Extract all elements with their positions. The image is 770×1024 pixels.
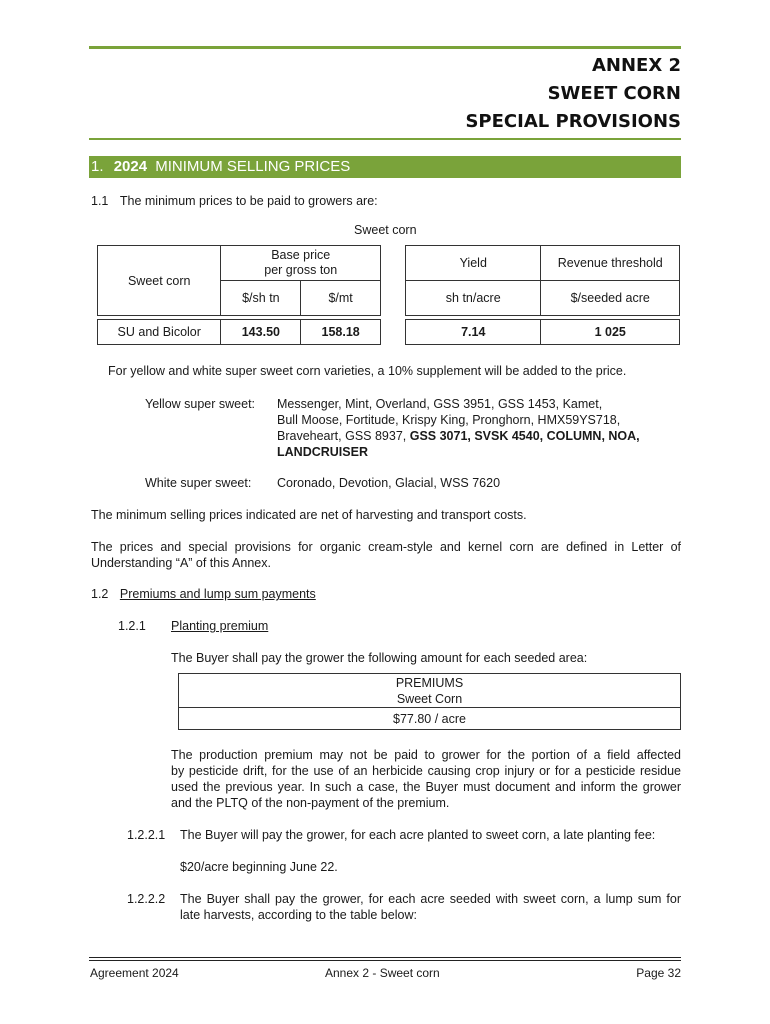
footer-rule-1 xyxy=(89,957,681,958)
value-sh-tn: 143.50 xyxy=(221,320,301,345)
production-line-4: and the PLTQ of the non-payment of the premium. xyxy=(171,796,450,810)
subsection-1-2-2-2-text xyxy=(180,891,681,923)
price-table-row-header: Sweet corn xyxy=(98,246,221,316)
yield-table xyxy=(405,245,680,345)
annex-title-line3: SPECIAL PROVISIONS xyxy=(465,111,681,132)
yellow-line-3 xyxy=(277,428,640,444)
subsection-1-2-1-title: Planting premium xyxy=(171,619,269,633)
subsection-1-2 xyxy=(91,586,316,602)
organic-line-1: The prices and special provisions for organic cream-style and kernel corn are defined in Letter of xyxy=(91,540,681,554)
subsection-1-1 xyxy=(91,193,378,209)
net-text: The minimum selling prices indicated are net of harvesting and transport costs. xyxy=(91,508,527,522)
subsection-1-2-2-2-number: 1.2.2.2 xyxy=(127,892,166,906)
header-top-rule xyxy=(89,46,681,49)
yellow-line-2: Bull Moose, Fortitude, Krispy King, Pronghorn, HMX59YS718, xyxy=(277,413,621,427)
white-label: White super sweet: xyxy=(145,476,252,490)
production-premium-text xyxy=(171,747,681,811)
row-label: SU and Bicolor xyxy=(98,320,221,345)
yellow-line-1: Messenger, Mint, Overland, GSS 3951, GSS 1453, Kamet, xyxy=(277,397,603,411)
premium-table-header xyxy=(179,674,681,708)
yellow-line-4: LANDCRUISER xyxy=(277,445,368,459)
subsection-1-2-2-1-number: 1.2.2.1 xyxy=(127,828,166,842)
premium-table xyxy=(178,673,681,730)
section-1-year: 2024 xyxy=(113,158,148,175)
subsection-1-2-1-intro: The Buyer shall pay the grower the following amount for each seeded area: xyxy=(171,651,588,665)
header-bottom-rule xyxy=(89,138,681,140)
yellow-line-3-normal: Braveheart, GSS 8937, xyxy=(277,429,410,443)
yield-unit: sh tn/acre xyxy=(406,281,541,316)
yellow-label: Yellow super sweet: xyxy=(145,397,256,411)
footer-left: Agreement 2024 xyxy=(90,966,179,980)
white-varieties: Coronado, Devotion, Glacial, WSS 7620 xyxy=(277,476,501,490)
value-revenue: 1 025 xyxy=(541,320,680,345)
yellow-varieties xyxy=(277,396,640,460)
section-1-title: MINIMUM SELLING PRICES xyxy=(155,158,351,175)
subsection-1-2-title: Premiums and lump sum payments xyxy=(119,587,316,601)
revenue-header: Revenue threshold xyxy=(541,246,680,281)
supplement-text: For yellow and white super sweet corn varieties, a 10% supplement will be added to the price. xyxy=(108,364,627,378)
table-row xyxy=(406,320,680,345)
organic-text xyxy=(91,539,681,571)
footer-rule-2 xyxy=(89,960,681,961)
production-line-2: by pesticide drift, for the use of an herbicide causing crop injury or for a pesticide residue xyxy=(171,764,681,778)
premium-header-line-1: PREMIUMS xyxy=(395,675,464,690)
price-table xyxy=(97,245,381,345)
subsection-1-2-1-number: 1.2.1 xyxy=(118,619,146,633)
subsection-1-1-number: 1.1 xyxy=(91,194,109,208)
annex-title-line2: SWEET CORN xyxy=(547,83,681,104)
yield-header: Yield xyxy=(406,246,541,281)
subsection-1-2-2-2-line-2: late harvests, according to the table below: xyxy=(180,908,417,922)
premium-header-line-2: Sweet Corn xyxy=(396,691,463,706)
footer-right: Page 32 xyxy=(636,966,681,980)
production-line-1: The production premium may not be paid to grower for the portion of a field affected xyxy=(171,748,681,762)
price-table-caption: Sweet corn xyxy=(354,223,417,237)
col-mt: $/mt xyxy=(301,281,381,316)
yellow-line-3-bold: GSS 3071, SVSK 4540, COLUMN, NOA, xyxy=(409,429,640,443)
annex-title-line1: ANNEX 2 xyxy=(591,55,681,76)
premium-value: $77.80 / acre xyxy=(179,708,681,730)
revenue-unit: $/seeded acre xyxy=(541,281,680,316)
value-mt: 158.18 xyxy=(301,320,381,345)
section-1-number: 1. xyxy=(91,158,104,175)
organic-line-2: Understanding “A” of this Annex. xyxy=(91,556,271,570)
base-price-header: Base price per gross ton xyxy=(221,246,381,281)
subsection-1-2-number: 1.2 xyxy=(91,587,109,601)
table-row xyxy=(98,320,381,345)
late-planting-fee: $20/acre beginning June 22. xyxy=(180,860,338,874)
value-yield: 7.14 xyxy=(406,320,541,345)
subsection-1-2-2-1-text: The Buyer will pay the grower, for each acre planted to sweet corn, a late planting fee: xyxy=(180,828,656,842)
section-1-heading xyxy=(89,156,681,178)
subsection-1-1-text: The minimum prices to be paid to growers are: xyxy=(119,194,378,208)
subsection-1-2-2-2-line-1: The Buyer shall pay the grower, for each acre seeded with sweet corn, a lump sum for xyxy=(180,892,681,906)
col-sh-tn: $/sh tn xyxy=(221,281,301,316)
production-line-3: used the previous year. In such a case, the Buyer must document and inform the grower xyxy=(171,780,681,794)
footer-center: Annex 2 - Sweet corn xyxy=(325,966,440,980)
